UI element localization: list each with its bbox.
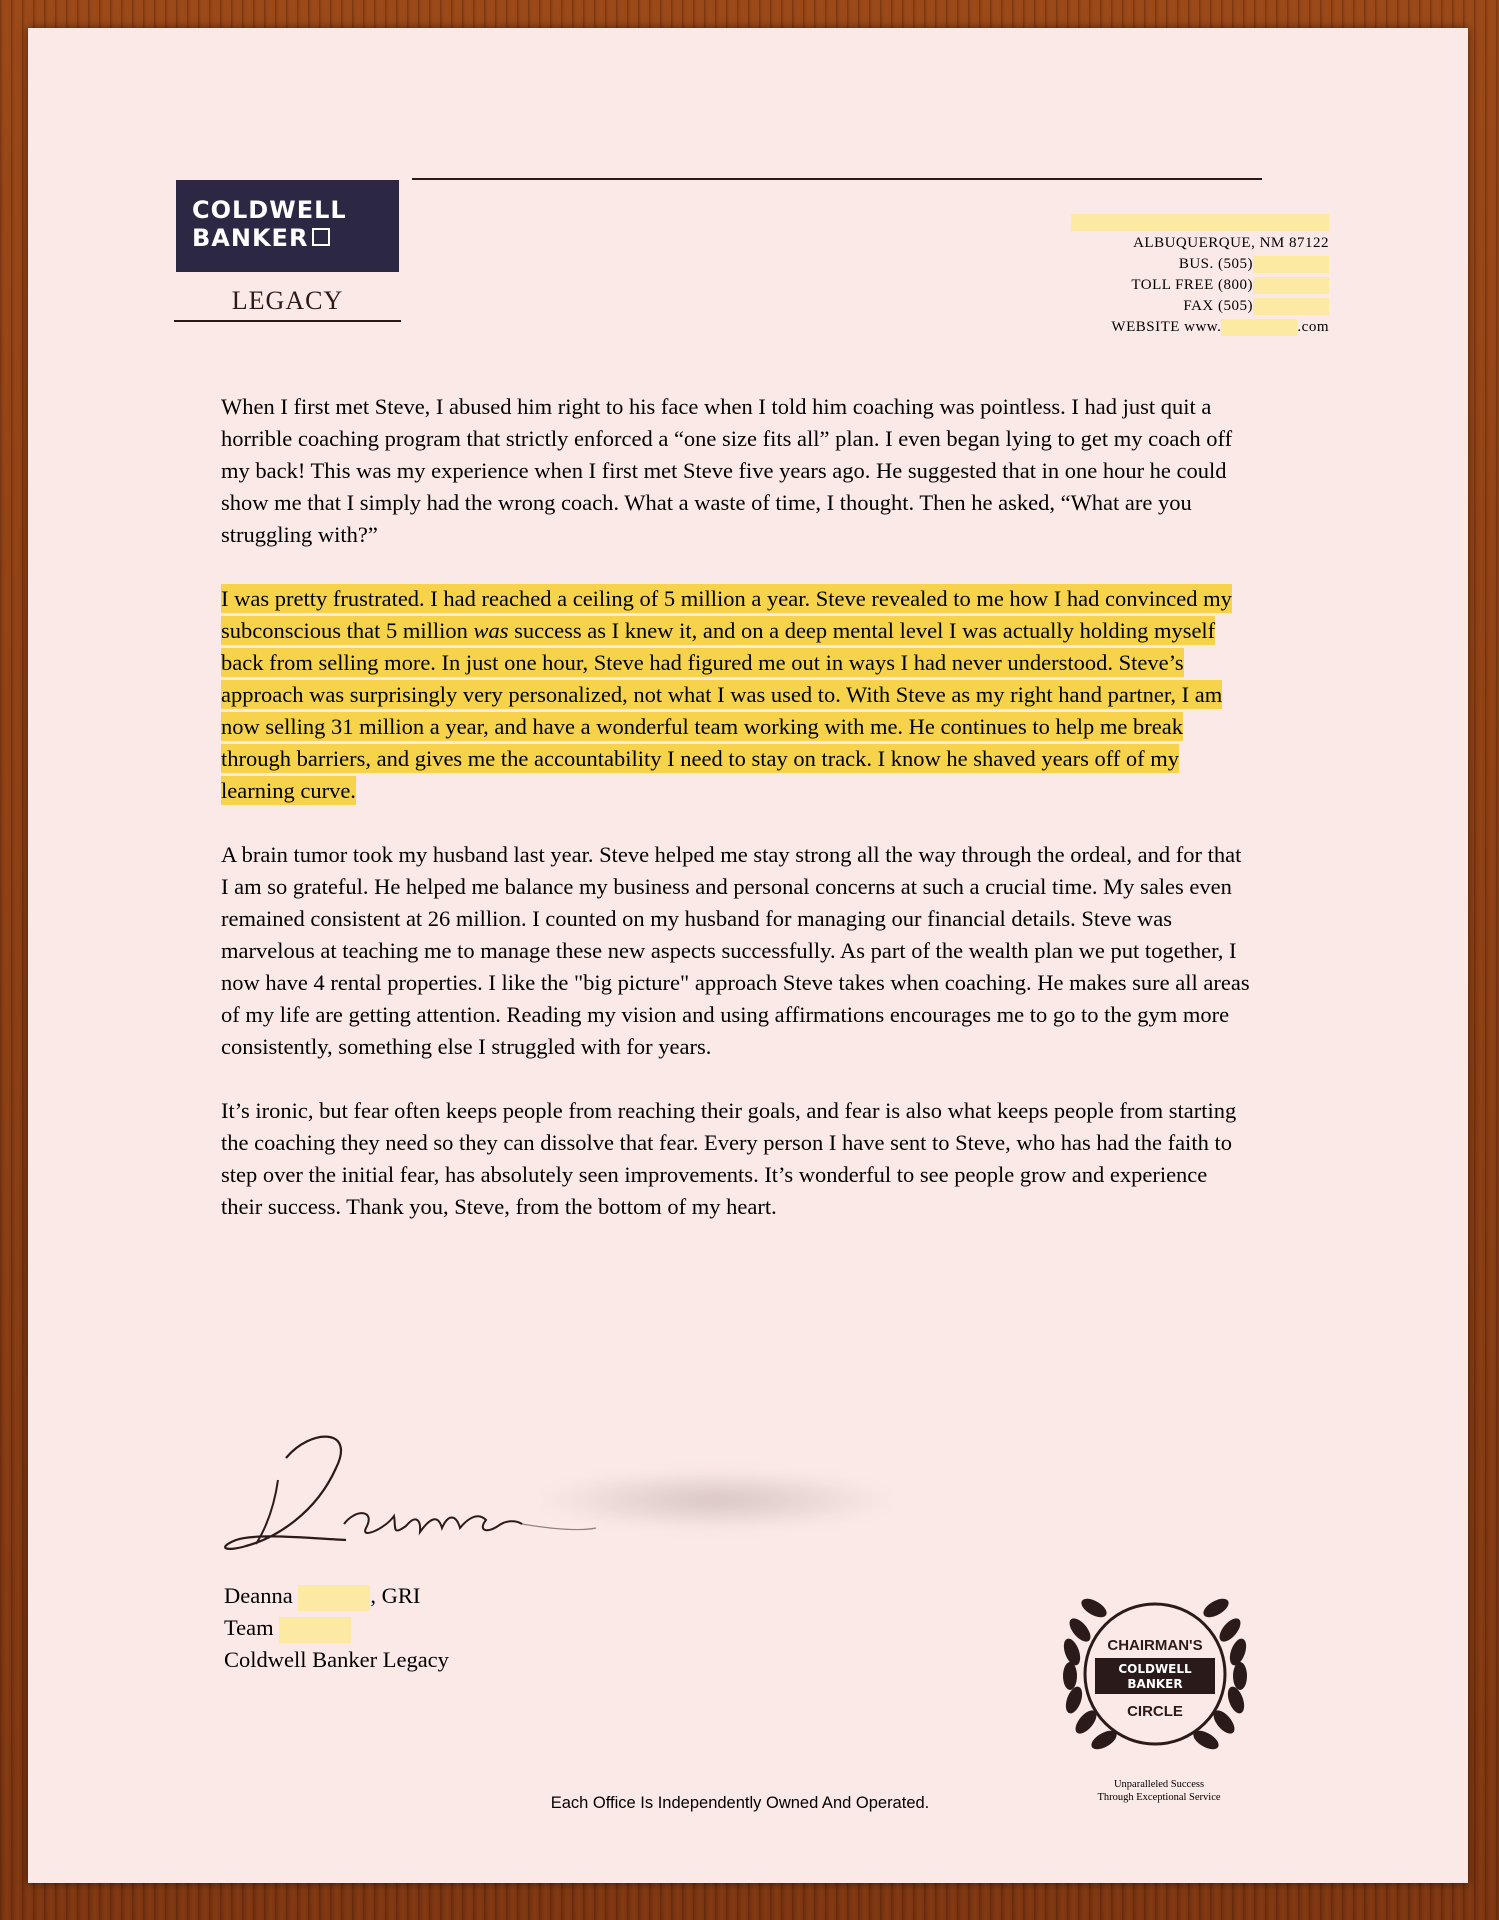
footer-disclaimer: Each Office Is Independently Owned And Operated. [550,1794,930,1812]
logo-text-line2 [192,224,330,252]
seal-logo-line2: BANKER [1127,1677,1183,1691]
paragraph-2-highlighted: I was pretty frustrated. I had reached a ceiling of 5 million a year. Steve revealed to me how I had convinced my subconscious that 5 million was success as I knew it, and on a deep mental level I was actually holding myself back from selling more. In just one hour, Steve had figured me out in ways I had never understood. Steve’s approach was surprisingly very personalized, not what I was used to. With Steve as my right hand partner, I am now selling 31 million a year, and have a wonderful team working with me. He continues to help me break through barriers, and gives me the accountability I need to stay on track. I know he shaved years off of my learning curve. [221,586,1232,803]
seal-tagline-1: Unparalleled Success [1113,1779,1205,1790]
signer-company: Coldwell Banker Legacy [224,1647,449,1672]
address-city: ALBUQUERQUE, NM 87122 [1133,235,1329,251]
logo-square-icon [312,228,330,246]
website: WEBSITE www. .com [1111,319,1329,335]
office-name: LEGACY [231,286,344,315]
seal-tagline-2: Through Exceptional Service [1097,1792,1221,1803]
paragraph-1: When I first met Steve, I abused him right to his face when I told him coaching was pointless. I had just quit a horrible coaching program that strictly enforced a “one size fits all” plan. I even began lying to get my coach off my back! This was my experience when I first met Steve five years ago. He suggested that in one hour he could show me that I simply had the wrong coach. What a waste of time, I thought. Then he asked, “What are you struggling with?” [221,394,1233,547]
coldwell-banker-logo [176,180,399,272]
signature-surname-blur [535,1470,895,1530]
chairmans-circle-seal [1050,1570,1260,1770]
phone-toll-free: TOLL FREE (800) [1071,275,1329,296]
signer-team: Team [224,1612,449,1644]
seal-logo-line1: COLDWELL [1118,1662,1192,1676]
phone-fax: FAX (505) [1071,296,1329,317]
seal-tagline [1090,1778,1228,1804]
address-street-redaction [1071,212,1329,233]
seal-bottom-text: CIRCLE [1127,1703,1183,1720]
signature-block [224,1580,449,1676]
logo-text-banker: BANKER [192,224,309,252]
office-rule [174,320,401,322]
header-rule [412,178,1262,180]
paragraph-3: A brain tumor took my husband last year. Steve helped me stay strong all the way through the ordeal, and for that I am so grateful. He helped me balance my business and personal concerns at such a crucial time. My sales even remained consistent at 26 million. I counted on my husband for managing our financial details. Steve was marvelous at teaching me to manage these new aspects successfully. As part of the wealth plan we put together, I now have 4 rental properties. I like the "big picture" approach Steve takes when coaching. He makes sure all areas of my life are getting attention. Reading my vision and using affirmations encourages me to go to the gym more consistently, something else I struggled with for years. [221,842,1250,1059]
address-block [1071,212,1329,338]
phone-bus: BUS. (505) [1071,254,1329,275]
paragraph-4: It’s ironic, but fear often keeps people from reaching their goals, and fear is also what keeps people from starting the coaching they need so they can dissolve that fear. Every person I have sent to Steve, who has had the faith to step over the initial fear, has absolutely seen improvements. It’s wonderful to see people grow and experience their success. Thank you, Steve, from the bottom of my heart. [221,1098,1237,1219]
letter-body [221,391,1251,1255]
logo-text-line1: COLDWELL [192,196,347,224]
seal-top-text: CHAIRMAN'S [1107,1637,1203,1654]
signer-name: Deanna , GRI [224,1580,449,1612]
